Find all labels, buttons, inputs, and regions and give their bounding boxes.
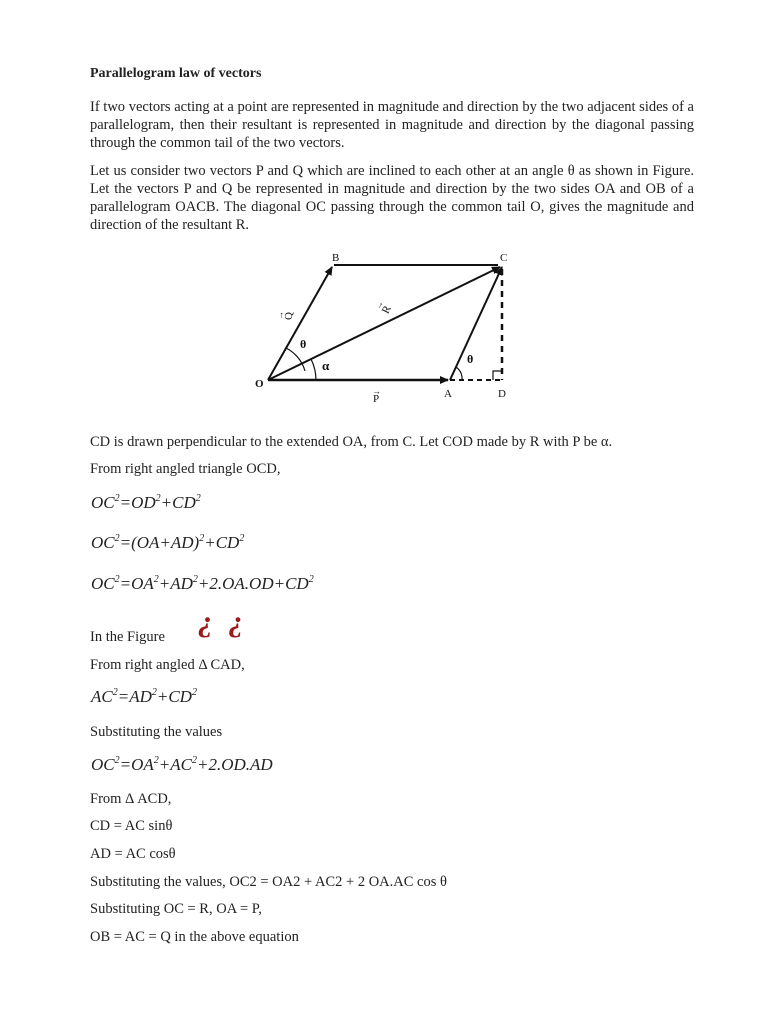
equation-3: $OC^2=OA^2+AD^2+2.OA.OD+CD^2$ bbox=[91, 574, 314, 593]
label-theta: θ bbox=[300, 337, 307, 351]
in-figure-text: In the Figure bbox=[90, 629, 165, 645]
label-d: D bbox=[498, 388, 506, 400]
substituting-text: Substituting the values bbox=[90, 724, 223, 740]
broken-glyphs: ¿ ¿ bbox=[198, 605, 248, 638]
ad-cos-text: AD = AC cosθ bbox=[90, 846, 176, 862]
right-angle-mark bbox=[493, 371, 502, 380]
angle-arc-theta-a bbox=[456, 367, 462, 380]
equation-2: $OC^2=(OA+AD)^2+CD^2$ bbox=[91, 533, 245, 552]
label-a: A bbox=[444, 388, 452, 400]
side-ac bbox=[450, 267, 502, 380]
page-title: Parallelogram law of vectors bbox=[90, 66, 262, 81]
angle-arc-alpha bbox=[311, 359, 316, 380]
triangle-cad-text: From right angled Δ CAD, bbox=[90, 657, 245, 673]
label-c: C bbox=[500, 252, 508, 264]
setup-paragraph: Let us consider two vectors P and Q which are inclined to each other at an angle θ as shown in Figure. Let the vectors P and Q be represented in magnitude and direction by the two sides OA and OB of a parallelogram OACB. The diagonal OC passing through the common tail O, gives the magnitude and direction of the resultant R. bbox=[90, 163, 694, 233]
label-p: P bbox=[373, 393, 380, 405]
diagonal-oc bbox=[268, 267, 500, 380]
triangle-ocd-text: From right angled triangle OCD, bbox=[90, 461, 281, 477]
ob-ac-q-text: OB = AC = Q in the above equation bbox=[90, 929, 299, 945]
label-p-arrow: → bbox=[372, 386, 381, 396]
label-alpha: α bbox=[322, 358, 330, 373]
triangle-acd-text: From Δ ACD, bbox=[90, 791, 172, 807]
label-b: B bbox=[332, 252, 340, 264]
intro-paragraph: If two vectors acting at a point are represented in magnitude and direction by the two adjacent sides of a parallelogram, then their resultant is represented in magnitude and direction by the diagonal passing through the common tail of the two vectors. bbox=[90, 99, 694, 151]
substitution-equation-text: Substituting the values, OC2 = OA2 + AC2 + 2 OA.AC cos θ bbox=[90, 874, 447, 890]
label-theta-a: θ bbox=[467, 352, 474, 366]
label-q: Q bbox=[283, 312, 295, 320]
label-r-arrow: → bbox=[372, 298, 386, 312]
equation-5: $OC^2=OA^2+AC^2+2.OD.AD$ bbox=[91, 755, 273, 774]
parallelogram-diagram bbox=[250, 245, 530, 415]
label-o: O bbox=[255, 378, 264, 390]
perpendicular-text: CD is drawn perpendicular to the extended OA, from C. Let COD made by R with P be α. bbox=[90, 434, 613, 450]
equation-4: $AC^2=AD^2+CD^2$ bbox=[91, 687, 197, 706]
label-q-arrow: → bbox=[275, 311, 285, 320]
label-r: R bbox=[379, 303, 394, 316]
equation-1: $OC^2=OD^2+CD^2$ bbox=[91, 493, 201, 512]
cd-sin-text: CD = AC sinθ bbox=[90, 818, 173, 834]
substitution-r-p-text: Substituting OC = R, OA = P, bbox=[90, 901, 262, 917]
